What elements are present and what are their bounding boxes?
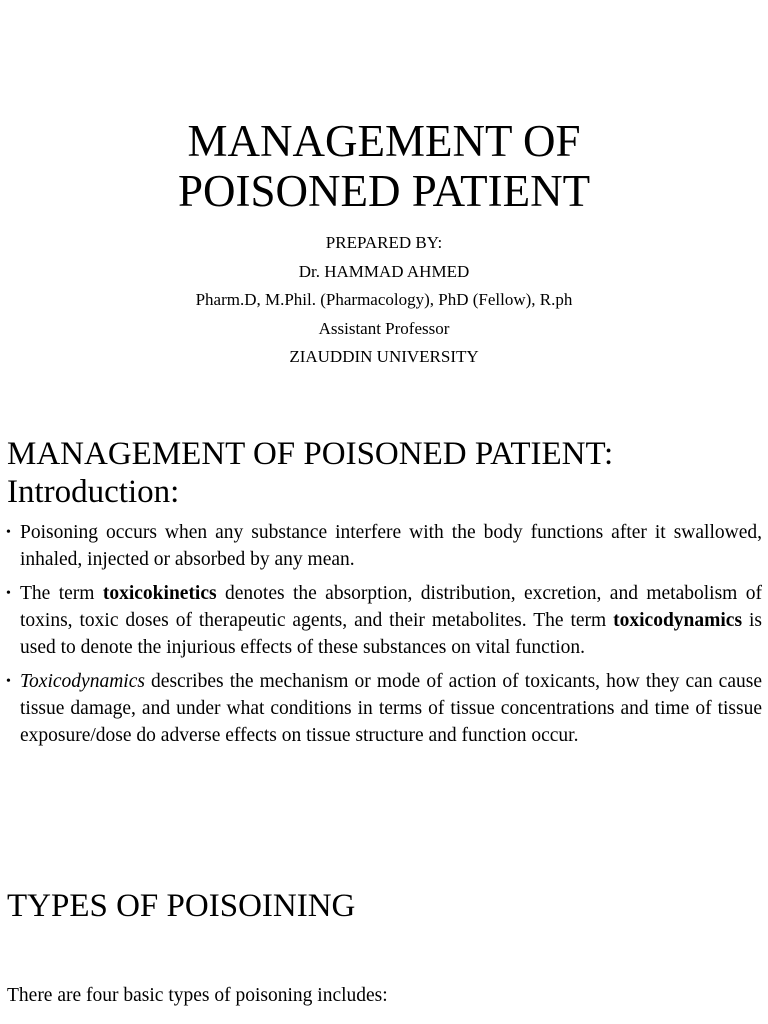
author-credentials: Pharm.D, M.Phil. (Pharmacology), PhD (Fellow), R.ph bbox=[195, 290, 573, 310]
prepared-by-label: PREPARED BY: bbox=[325, 233, 443, 252]
bullet-text: denotes the absorption, distribution, excretion, and metabolism of toxins, toxic doses of therapeutic agents, and their metabolites. The term bbox=[20, 583, 762, 631]
document-title bbox=[0, 116, 768, 216]
types-heading-text: TYPES OF POISOINING bbox=[7, 888, 356, 924]
intro-heading bbox=[7, 435, 613, 511]
bullet-term-toxicodynamics-italic: Toxicodynamics bbox=[20, 671, 145, 692]
author-institution: ZIAUDDIN UNIVERSITY bbox=[289, 347, 479, 367]
bullet-text: The term bbox=[20, 583, 103, 604]
bullet-item bbox=[0, 668, 762, 749]
title-line-1: MANAGEMENT OF bbox=[187, 116, 581, 166]
bullet-text: is used to denote the injurious effects of these substances on vital function. bbox=[20, 610, 762, 658]
bullet-text: Poisoning occurs when any substance interfere with the body functions after it swallowed, inhaled, injected or absorbed by any mean. bbox=[20, 522, 762, 570]
author-block bbox=[0, 229, 768, 372]
bullet-dot-icon: • bbox=[6, 674, 11, 689]
bullet-text: describes the mechanism or mode of action of toxicants, how they can cause tissue damage, and under what conditions in terms of tissue concentrations and time of tissue exposure/dose do adverse effects on tissue structure and function occur. bbox=[20, 671, 762, 746]
author-position: Assistant Professor bbox=[318, 318, 450, 338]
intro-bullet-list bbox=[0, 519, 762, 756]
types-intro-text: There are four basic types of poisoning includes: bbox=[7, 985, 388, 1006]
bullet-item bbox=[0, 519, 762, 573]
bullet-term-toxicodynamics: toxicodynamics bbox=[613, 610, 743, 631]
bullet-item bbox=[0, 580, 762, 661]
bullet-term-toxicokinetics: toxicokinetics bbox=[102, 583, 217, 604]
bullet-dot-icon: • bbox=[6, 525, 11, 540]
title-line-2: POISONED PATIENT bbox=[177, 166, 591, 216]
intro-heading-line-1: MANAGEMENT OF POISONED PATIENT: bbox=[7, 436, 614, 472]
types-heading bbox=[7, 887, 355, 925]
bullet-dot-icon: • bbox=[6, 586, 11, 601]
intro-heading-line-2: Introduction: bbox=[7, 474, 180, 510]
author-name: Dr. HAMMAD AHMED bbox=[298, 261, 470, 281]
